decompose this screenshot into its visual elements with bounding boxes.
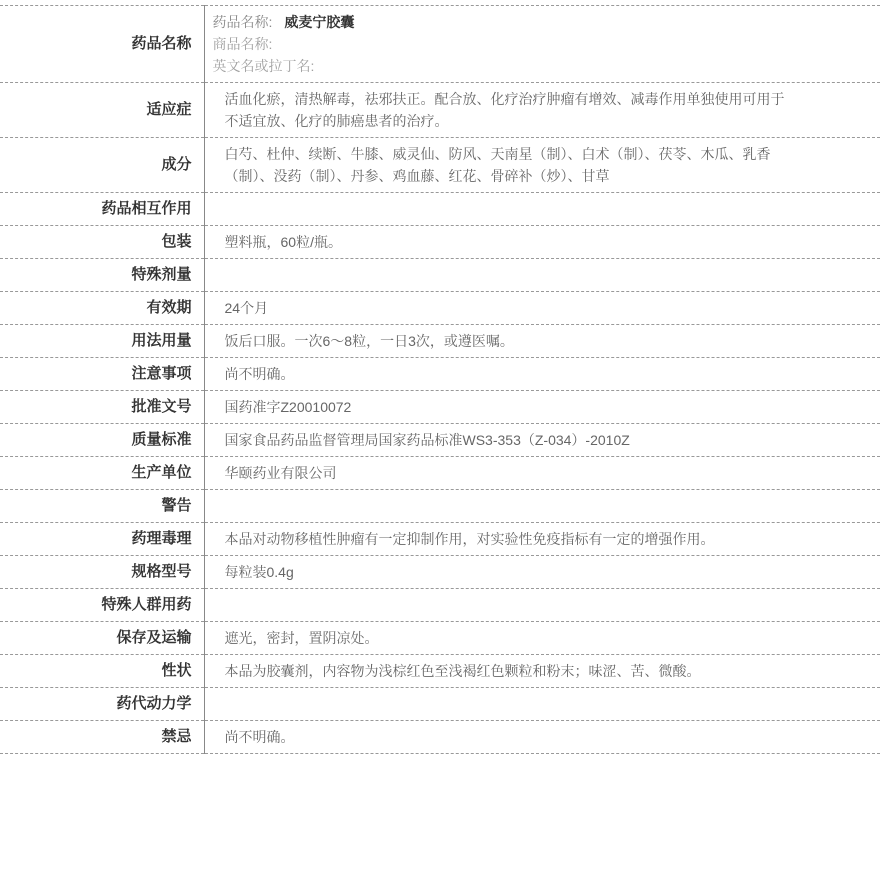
table-row-packaging <box>0 226 880 259</box>
row-label: 有效期 <box>0 292 204 325</box>
row-label: 特殊剂量 <box>0 259 204 292</box>
row-value: 华颐药业有限公司 <box>224 465 337 481</box>
row-label: 生产单位 <box>0 457 204 490</box>
english-name-field-label: 英文名或拉丁名: <box>212 58 315 74</box>
row-value: 白芍、杜仲、续断、牛膝、威灵仙、防风、天南星（制）、白术（制）、茯苓、木瓜、乳香（制）、没药（制）、丹参、鸡血藤、红花、骨碎补（炒）、甘草 <box>224 146 771 184</box>
row-value-cell <box>204 391 880 424</box>
table-row-warning <box>0 490 880 523</box>
table-row-special-dosage <box>0 259 880 292</box>
row-value-cell <box>204 523 880 556</box>
row-value: 本品对动物移植性肿瘤有一定抑制作用，对实验性免疫指标有一定的增强作用。 <box>224 531 715 547</box>
row-value: 活血化瘀，清热解毒，祛邪扶正。配合放、化疗治疗肿瘤有增效、减毒作用单独使用可用于不适宜放、化疗的肺癌患者的治疗。 <box>224 91 785 129</box>
row-value-cell <box>204 655 880 688</box>
drug-name-value: 威麦宁胶囊 <box>284 14 355 30</box>
row-value: 饭后口服。一次6～8粒，一日3次，或遵医嘱。 <box>224 333 514 349</box>
table-row-drug-interactions <box>0 193 880 226</box>
row-value-cell <box>204 490 880 523</box>
row-label: 用法用量 <box>0 325 204 358</box>
row-value-cell <box>204 292 880 325</box>
table-row-pharmacology-toxicology <box>0 523 880 556</box>
row-label: 保存及运输 <box>0 622 204 655</box>
row-label: 质量标准 <box>0 424 204 457</box>
row-value-cell <box>204 622 880 655</box>
row-value: 国家食品药品监督管理局国家药品标准WS3-353（Z-034）-2010Z <box>224 432 630 448</box>
row-value: 尚不明确。 <box>224 366 295 382</box>
row-value-cell <box>204 83 880 138</box>
row-label: 禁忌 <box>0 721 204 754</box>
row-value-cell <box>204 556 880 589</box>
table-row-pharmacokinetics <box>0 688 880 721</box>
row-label: 注意事项 <box>0 358 204 391</box>
row-value: 塑料瓶，60粒/瓶。 <box>224 234 342 250</box>
row-label: 适应症 <box>0 83 204 138</box>
row-value: 遮光，密封，置阴凉处。 <box>224 630 379 646</box>
row-value-cell <box>204 589 880 622</box>
row-value-drug-name <box>204 6 880 83</box>
row-value-cell <box>204 358 880 391</box>
row-value: 本品为胶囊剂，内容物为浅棕红色至浅褐红色颗粒和粉末；味涩、苦、微酸。 <box>224 663 701 679</box>
table-row-ingredients <box>0 138 880 193</box>
table-row-dosage-usage <box>0 325 880 358</box>
row-label: 规格型号 <box>0 556 204 589</box>
row-value-cell <box>204 138 880 193</box>
row-label: 警告 <box>0 490 204 523</box>
row-value: 尚不明确。 <box>224 729 295 745</box>
row-label: 药代动力学 <box>0 688 204 721</box>
table-row-specification <box>0 556 880 589</box>
table-row-shelf-life <box>0 292 880 325</box>
english-name-line <box>213 55 871 77</box>
row-value-cell <box>204 688 880 721</box>
row-value-cell <box>204 193 880 226</box>
drug-info-table <box>0 5 880 754</box>
table-row-drug-name <box>0 6 880 83</box>
row-label: 性状 <box>0 655 204 688</box>
row-label: 成分 <box>0 138 204 193</box>
row-value-cell <box>204 457 880 490</box>
table-row-quality-standard <box>0 424 880 457</box>
table-row-special-populations <box>0 589 880 622</box>
table-row-manufacturer <box>0 457 880 490</box>
table-row-indications <box>0 83 880 138</box>
row-label-drug-name: 药品名称 <box>0 6 204 83</box>
trade-name-field-label: 商品名称: <box>212 36 273 52</box>
row-value-cell <box>204 721 880 754</box>
row-value: 国药准字Z20010072 <box>224 399 352 415</box>
row-label: 药理毒理 <box>0 523 204 556</box>
row-value-cell <box>204 226 880 259</box>
table-row-precautions <box>0 358 880 391</box>
row-value-cell <box>204 259 880 292</box>
row-label: 批准文号 <box>0 391 204 424</box>
drug-name-field-label: 药品名称: <box>212 14 273 30</box>
table-row-approval-number <box>0 391 880 424</box>
row-value-cell <box>204 424 880 457</box>
row-label: 特殊人群用药 <box>0 589 204 622</box>
row-value-cell <box>204 325 880 358</box>
table-row-contraindications <box>0 721 880 754</box>
row-value: 每粒装0.4g <box>224 564 294 580</box>
row-label: 包装 <box>0 226 204 259</box>
row-label: 药品相互作用 <box>0 193 204 226</box>
trade-name-line <box>213 33 871 55</box>
row-value: 24个月 <box>224 300 269 316</box>
table-row-description <box>0 655 880 688</box>
table-row-storage-transport <box>0 622 880 655</box>
drug-name-line <box>213 11 871 33</box>
